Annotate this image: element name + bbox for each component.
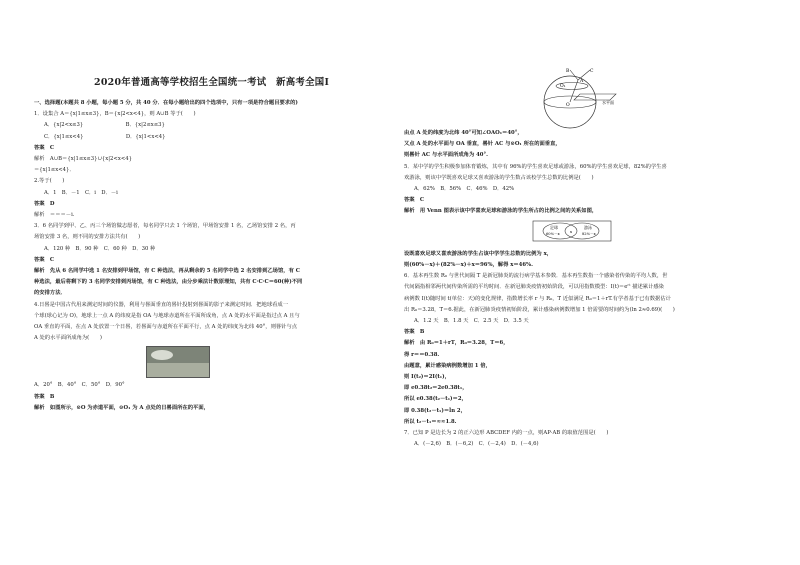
text-line: 7．已知 P 是边长为 2 的正六边形 ABCDEF 内的一点，则AP·AB 的取值范围是( ) bbox=[404, 430, 609, 437]
globe-label-c: C bbox=[590, 69, 594, 74]
venn-right-value: 82%－x bbox=[582, 231, 596, 236]
text-line: 解析 如图所示，⊙O 为赤道平面，⊙O₁ 为 A 点处的日晷面所在的平面， bbox=[34, 404, 209, 411]
text-line: 代间隔指相邻两代间传染所需的平均时间．在新冠肺炎疫情初始阶段，可以用指数模型：I(t)＝eʳᵗ 描述累计感染 bbox=[404, 284, 664, 291]
globe-label-o1: O₁ bbox=[560, 84, 566, 89]
text-line: 解析 先从 6 名同学中选 1 名安排到甲场馆，有 C 种选法，再从剩余的 5 名同学中选 2 名安排到乙场馆，有 C bbox=[34, 268, 300, 275]
text-line: 的安排方法． bbox=[34, 290, 66, 297]
text-line: 4.日晷是中国古代用来测定时间的仪器，利用与晷面垂直的晷针投射到晷面的影子来测定时间．把地球看成一 bbox=[34, 301, 289, 308]
text-line: 又点 A 处的水平面与 OA 垂直，晷针 AC 与⊙O₁ 所在的面垂直， bbox=[404, 141, 561, 148]
text-line: A．1.2 天 B．1.8 天 C．2.5 天 D．3.5 天 bbox=[414, 318, 529, 325]
venn-mid-value: x bbox=[570, 229, 573, 234]
venn-diagram bbox=[532, 220, 612, 242]
text-line: 解析 ＝＝＝－i. bbox=[34, 212, 75, 219]
text-line: 即 e0.38t₂＝2e0.38t₁， bbox=[404, 385, 468, 392]
text-line: 得 r＝＝0.38. bbox=[404, 351, 440, 358]
text-line: 1．设集合 A＝{x|1≤x≤3}，B＝{x|2<x<4}，则 A∪B 等于( ) bbox=[34, 111, 196, 118]
text-line: 出 R₀＝3.28，T＝6.据此，在新冠肺炎疫情初始阶段，累计感染病例数增加 1 倍需要的时间约为(ln 2≈0.69)( ) bbox=[404, 306, 675, 313]
text-line: 答案 C bbox=[404, 197, 425, 204]
text-line: 答案 C bbox=[34, 144, 55, 151]
text-line: 6．基本再生数 R₀ 与世代间隔 T 是新冠肺炎的流行病学基本参数．基本再生数指一个感染者传染的平均人数，世 bbox=[404, 273, 668, 280]
text-line: 场馆安排 3 名，则不同的安排方法共有( ) bbox=[34, 234, 141, 241]
globe-label-a: A bbox=[580, 79, 584, 84]
text-line: 欢游泳，则该中学既喜欢足球又喜欢游泳的学生数占该校学生总数的比例是( ) bbox=[404, 174, 594, 181]
text-line: A．1 B．－1 C．i D．－i bbox=[44, 189, 118, 196]
globe-diagram bbox=[540, 66, 622, 132]
text-line: 解析 A∪B＝{x|1≤x≤3}∪{x|2<x<4} bbox=[34, 156, 133, 163]
text-line: 个球(球心记为 O)，地球上一点 A 的纬度是指 OA 与地球赤道所在平面所成角，点 A 处的水平面是指过点 A 且与 bbox=[34, 312, 300, 319]
left-column bbox=[34, 98, 374, 414]
text-line: 所以 e0.38(t₂－t₁)＝2， bbox=[404, 396, 467, 403]
text-line: 设既喜欢足球又喜欢游泳的学生占该中学学生总数的比例为 x， bbox=[404, 250, 553, 257]
text-line: A 处的水平面所成角为( ) bbox=[34, 335, 102, 342]
text-line: 一、选择题(本题共 8 小题，每小题 5 分，共 40 分．在每小题给出的四个选项中，只有一项是符合题目要求的) bbox=[34, 100, 298, 106]
text-line: 解析 用 Venn 图表示该中学喜欢足球和游泳的学生所占的比例之间的关系如图， bbox=[404, 208, 598, 215]
text-line: A．20° B．40° C．50° D．90° bbox=[34, 382, 125, 389]
text-line: 5．某中学的学生积极参加体育锻炼，其中有 96%的学生喜欢足球或游泳，60%的学生喜欢足球，82%的学生喜 bbox=[404, 163, 667, 170]
venn-left-label: 足球 bbox=[550, 224, 558, 230]
text-line: 由题意，累计感染病例数增加 1 倍， bbox=[404, 362, 491, 369]
text-line: 答案 D bbox=[34, 200, 55, 207]
right-lines-part2 bbox=[404, 249, 770, 451]
globe-label-o: O bbox=[566, 103, 570, 108]
text-line: 则 I(t₂)＝2I(t₁)， bbox=[404, 374, 450, 381]
text-line: 由点 A 处的纬度为北纬 40°可知∠OAO₁＝40°， bbox=[404, 130, 523, 136]
globe-label-plane: 水平面 bbox=[602, 100, 614, 105]
venn-left-value: 60%－x bbox=[546, 231, 560, 236]
text-line: 3．6 名同学到甲、乙、丙三个场馆做志愿者，每名同学只去 1 个场馆，甲场馆安排 1 名，乙场馆安排 2 名，丙 bbox=[34, 223, 296, 230]
text-line: 解析 由 R₀＝1＋rT，R₀＝3.28，T＝6， bbox=[404, 340, 509, 347]
text-line: 种选法，最后将剩下的 3 名同学安排到丙场馆，有 C 种选法，由分步乘法计数原理知，共有 C·C·C＝60(种)不同 bbox=[34, 279, 303, 286]
text-line: 2.等于( ) bbox=[34, 178, 65, 185]
left-lines-part1 bbox=[34, 98, 374, 344]
text-line: 则晷针 AC 与水平面所成角为 40°. bbox=[404, 152, 488, 159]
text-line: A．62% B．56% C．46% D．42% bbox=[414, 186, 515, 193]
text-line: 病例数 I(t)随时间 t(单位：天)的变化规律，指数增长率 r 与 R₀，T 近似满足 R₀＝1＋rT.有学者基于已有数据估计 bbox=[404, 295, 671, 302]
venn-right-label: 游泳 bbox=[584, 224, 592, 230]
text-line: C．{x|1≤x<4} D．{x|1<x<4} bbox=[44, 133, 166, 140]
text-line: 答案 B bbox=[34, 393, 55, 400]
globe-label-b: B bbox=[566, 69, 570, 74]
text-line: 即 0.38(t₂－t₁)＝ln 2， bbox=[404, 407, 466, 414]
text-line: A．120 种 B．90 种 C．60 种 D．30 种 bbox=[44, 245, 156, 252]
text-line: 答案 C bbox=[34, 256, 55, 263]
text-line: A．{x|2<x≤3} B．{x|2≤x≤3} bbox=[44, 122, 165, 129]
right-lines-part1 bbox=[404, 128, 770, 218]
text-line: 答案 B bbox=[404, 329, 425, 336]
left-lines-part2 bbox=[34, 380, 374, 414]
page-title: 2020年普通高等学校招生全国统一考试 新高考全国Ⅰ bbox=[94, 77, 330, 88]
text-line: 所以 t₂－t₁＝≈≈1.8. bbox=[404, 418, 457, 425]
text-line: OA 垂直的平面，在点 A 处放置一个日晷，若晷面与赤道所在平面平行，点 A 处的纬度为北纬 40°，则晷针与点 bbox=[34, 324, 298, 331]
text-line: 则(60%－x)＋(82%－x)＋x＝96%，解得 x＝46%. bbox=[404, 262, 533, 269]
text-line: A．(－2,6) B．(－6,2) C．(－2,4) D．(－4,6) bbox=[414, 441, 539, 448]
text-line: ＝{x|1≤x<4}． bbox=[34, 167, 75, 174]
right-column bbox=[404, 128, 770, 450]
sundial-photo bbox=[146, 346, 210, 378]
